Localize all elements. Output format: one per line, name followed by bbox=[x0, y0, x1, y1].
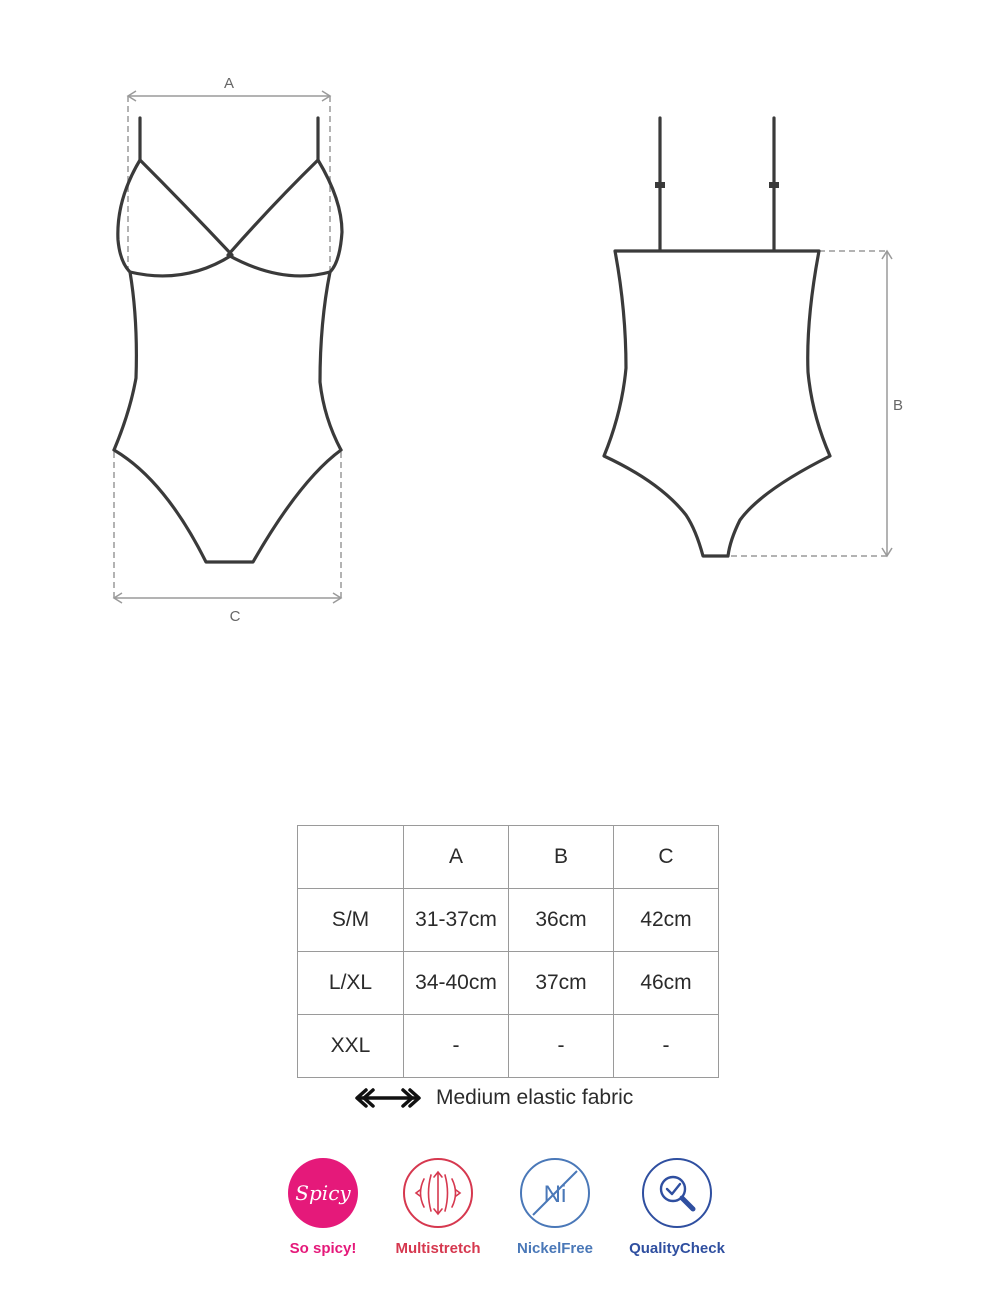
dimension-b-label: B bbox=[892, 397, 904, 414]
badge-nickelfree bbox=[490, 1157, 620, 1257]
table-row bbox=[298, 952, 719, 1015]
multistretch-icon bbox=[402, 1157, 474, 1229]
table-cell: 46cm bbox=[614, 952, 719, 1015]
table-row bbox=[298, 889, 719, 952]
table-cell: 31-37cm bbox=[404, 889, 509, 952]
size-table bbox=[297, 825, 719, 1078]
spicy-icon-text: Spicy bbox=[295, 1181, 351, 1205]
table-cell: 37cm bbox=[509, 952, 614, 1015]
table-cell: - bbox=[509, 1015, 614, 1078]
table-header-row bbox=[298, 826, 719, 889]
double-arrow-icon bbox=[352, 1087, 424, 1109]
table-header-cell bbox=[298, 826, 404, 889]
table-header-cell: B bbox=[509, 826, 614, 889]
badge-caption: So spicy! bbox=[289, 1240, 357, 1257]
nickel-free-icon-text: Ni bbox=[543, 1181, 567, 1208]
back-outline bbox=[604, 118, 830, 556]
badge-so-spicy bbox=[258, 1157, 388, 1257]
table-cell: 36cm bbox=[509, 889, 614, 952]
table-cell: 34-40cm bbox=[404, 952, 509, 1015]
badge-caption: QualityCheck bbox=[629, 1240, 725, 1257]
spicy-icon bbox=[287, 1157, 359, 1229]
badge-caption: NickelFree bbox=[517, 1240, 593, 1257]
table-cell: XXL bbox=[298, 1015, 404, 1078]
badge-caption: Multistretch bbox=[395, 1240, 481, 1257]
table-header-cell: C bbox=[614, 826, 719, 889]
badge-multistretch bbox=[373, 1157, 503, 1257]
front-outline bbox=[114, 118, 342, 562]
badge-qualitycheck bbox=[612, 1157, 742, 1257]
front-view bbox=[114, 75, 342, 625]
table-cell: - bbox=[404, 1015, 509, 1078]
table-cell: S/M bbox=[298, 889, 404, 952]
table-header-cell: A bbox=[404, 826, 509, 889]
back-view bbox=[604, 118, 903, 556]
table-cell: 42cm bbox=[614, 889, 719, 952]
dimension-c-label: C bbox=[229, 608, 241, 625]
fabric-note bbox=[352, 1083, 633, 1113]
nickel-free-icon bbox=[519, 1157, 591, 1229]
table-row bbox=[298, 1015, 719, 1078]
dimension-a-label: A bbox=[223, 75, 235, 92]
table-cell: L/XL bbox=[298, 952, 404, 1015]
fabric-label: Medium elastic fabric bbox=[436, 1086, 634, 1109]
quality-check-icon bbox=[641, 1157, 713, 1229]
dimension-c bbox=[114, 452, 341, 603]
table-cell: - bbox=[614, 1015, 719, 1078]
